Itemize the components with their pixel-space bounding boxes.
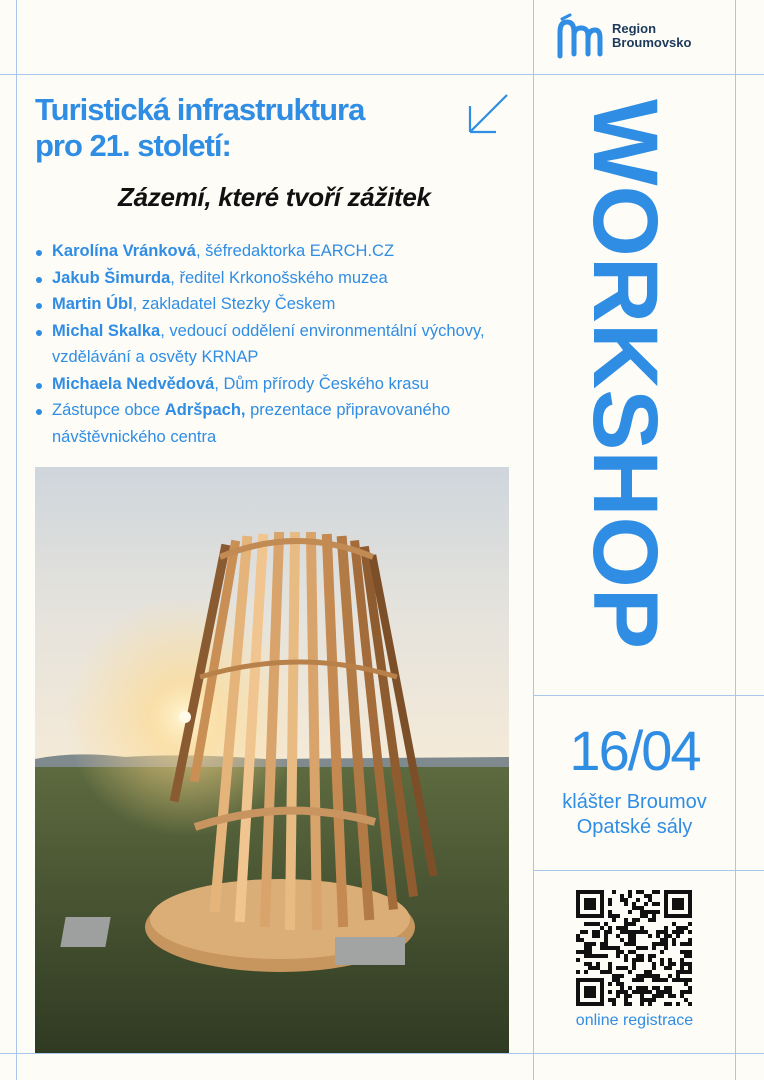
title-line2: pro 21. století: [35, 128, 231, 163]
page-title [35, 92, 455, 164]
list-item [35, 318, 515, 371]
list-item [35, 238, 515, 265]
workshop-heading [574, 96, 678, 652]
registration-link[interactable]: online registrace [575, 1012, 694, 1029]
list-item [35, 371, 515, 398]
frame-line-right [735, 0, 736, 1080]
speaker-name: Jakub Šimurda [52, 268, 171, 287]
speaker-prefix: Zástupce obce [52, 401, 165, 419]
speaker-role: prezentace připravovaného návštěvnického centra [52, 401, 451, 446]
speaker-role: , Dům přírody Českého krasu [214, 374, 429, 393]
arrow-down-left-icon [466, 92, 510, 136]
place-line2: Opatské sály [576, 816, 693, 838]
speaker-name: Karolína Vránková [52, 242, 196, 260]
workshop-text: WORKSHOP [574, 99, 676, 651]
logo-line2: Broumovsko [612, 35, 692, 50]
frame-line-center [533, 0, 534, 1080]
place-line1: klášter Broumov [562, 791, 707, 813]
qr-code-icon[interactable] [576, 890, 692, 1006]
logo-line1: Region [612, 21, 657, 36]
frame-line-bottom [0, 1053, 764, 1054]
event-date: 16/04 [569, 719, 700, 782]
region-logo-icon [556, 14, 604, 58]
region-logo [556, 14, 691, 58]
event-place [534, 790, 735, 840]
list-item [35, 265, 515, 292]
speaker-list [35, 238, 515, 450]
speaker-name: Michaela Nedvědová [52, 374, 215, 393]
frame-line-left [16, 0, 17, 1080]
speaker-role: , šéfredaktorka EARCH.CZ [195, 242, 395, 260]
subtitle: Zázemí, které tvoří zážitek [118, 182, 431, 212]
speaker-name: Adršpach, [164, 401, 246, 419]
frame-line-date-bottom [533, 870, 764, 871]
speaker-role: , zakladatel Stezky Českem [132, 295, 336, 313]
speaker-role: , ředitel Krkonošského muzea [170, 268, 388, 287]
list-item [35, 397, 515, 450]
tower-photo [35, 467, 509, 1053]
frame-line-date-top [533, 695, 764, 696]
title-line1: Turistická infrastruktura [35, 92, 365, 127]
speaker-name: Michal Skalka [52, 321, 161, 340]
speaker-role: , vedoucí oddělení environmentální výchovy, vzdělávání a osvěty KRNAP [52, 321, 485, 366]
frame-line-top [0, 74, 764, 75]
speaker-name: Martin Úbl [52, 295, 133, 313]
list-item [35, 291, 515, 318]
